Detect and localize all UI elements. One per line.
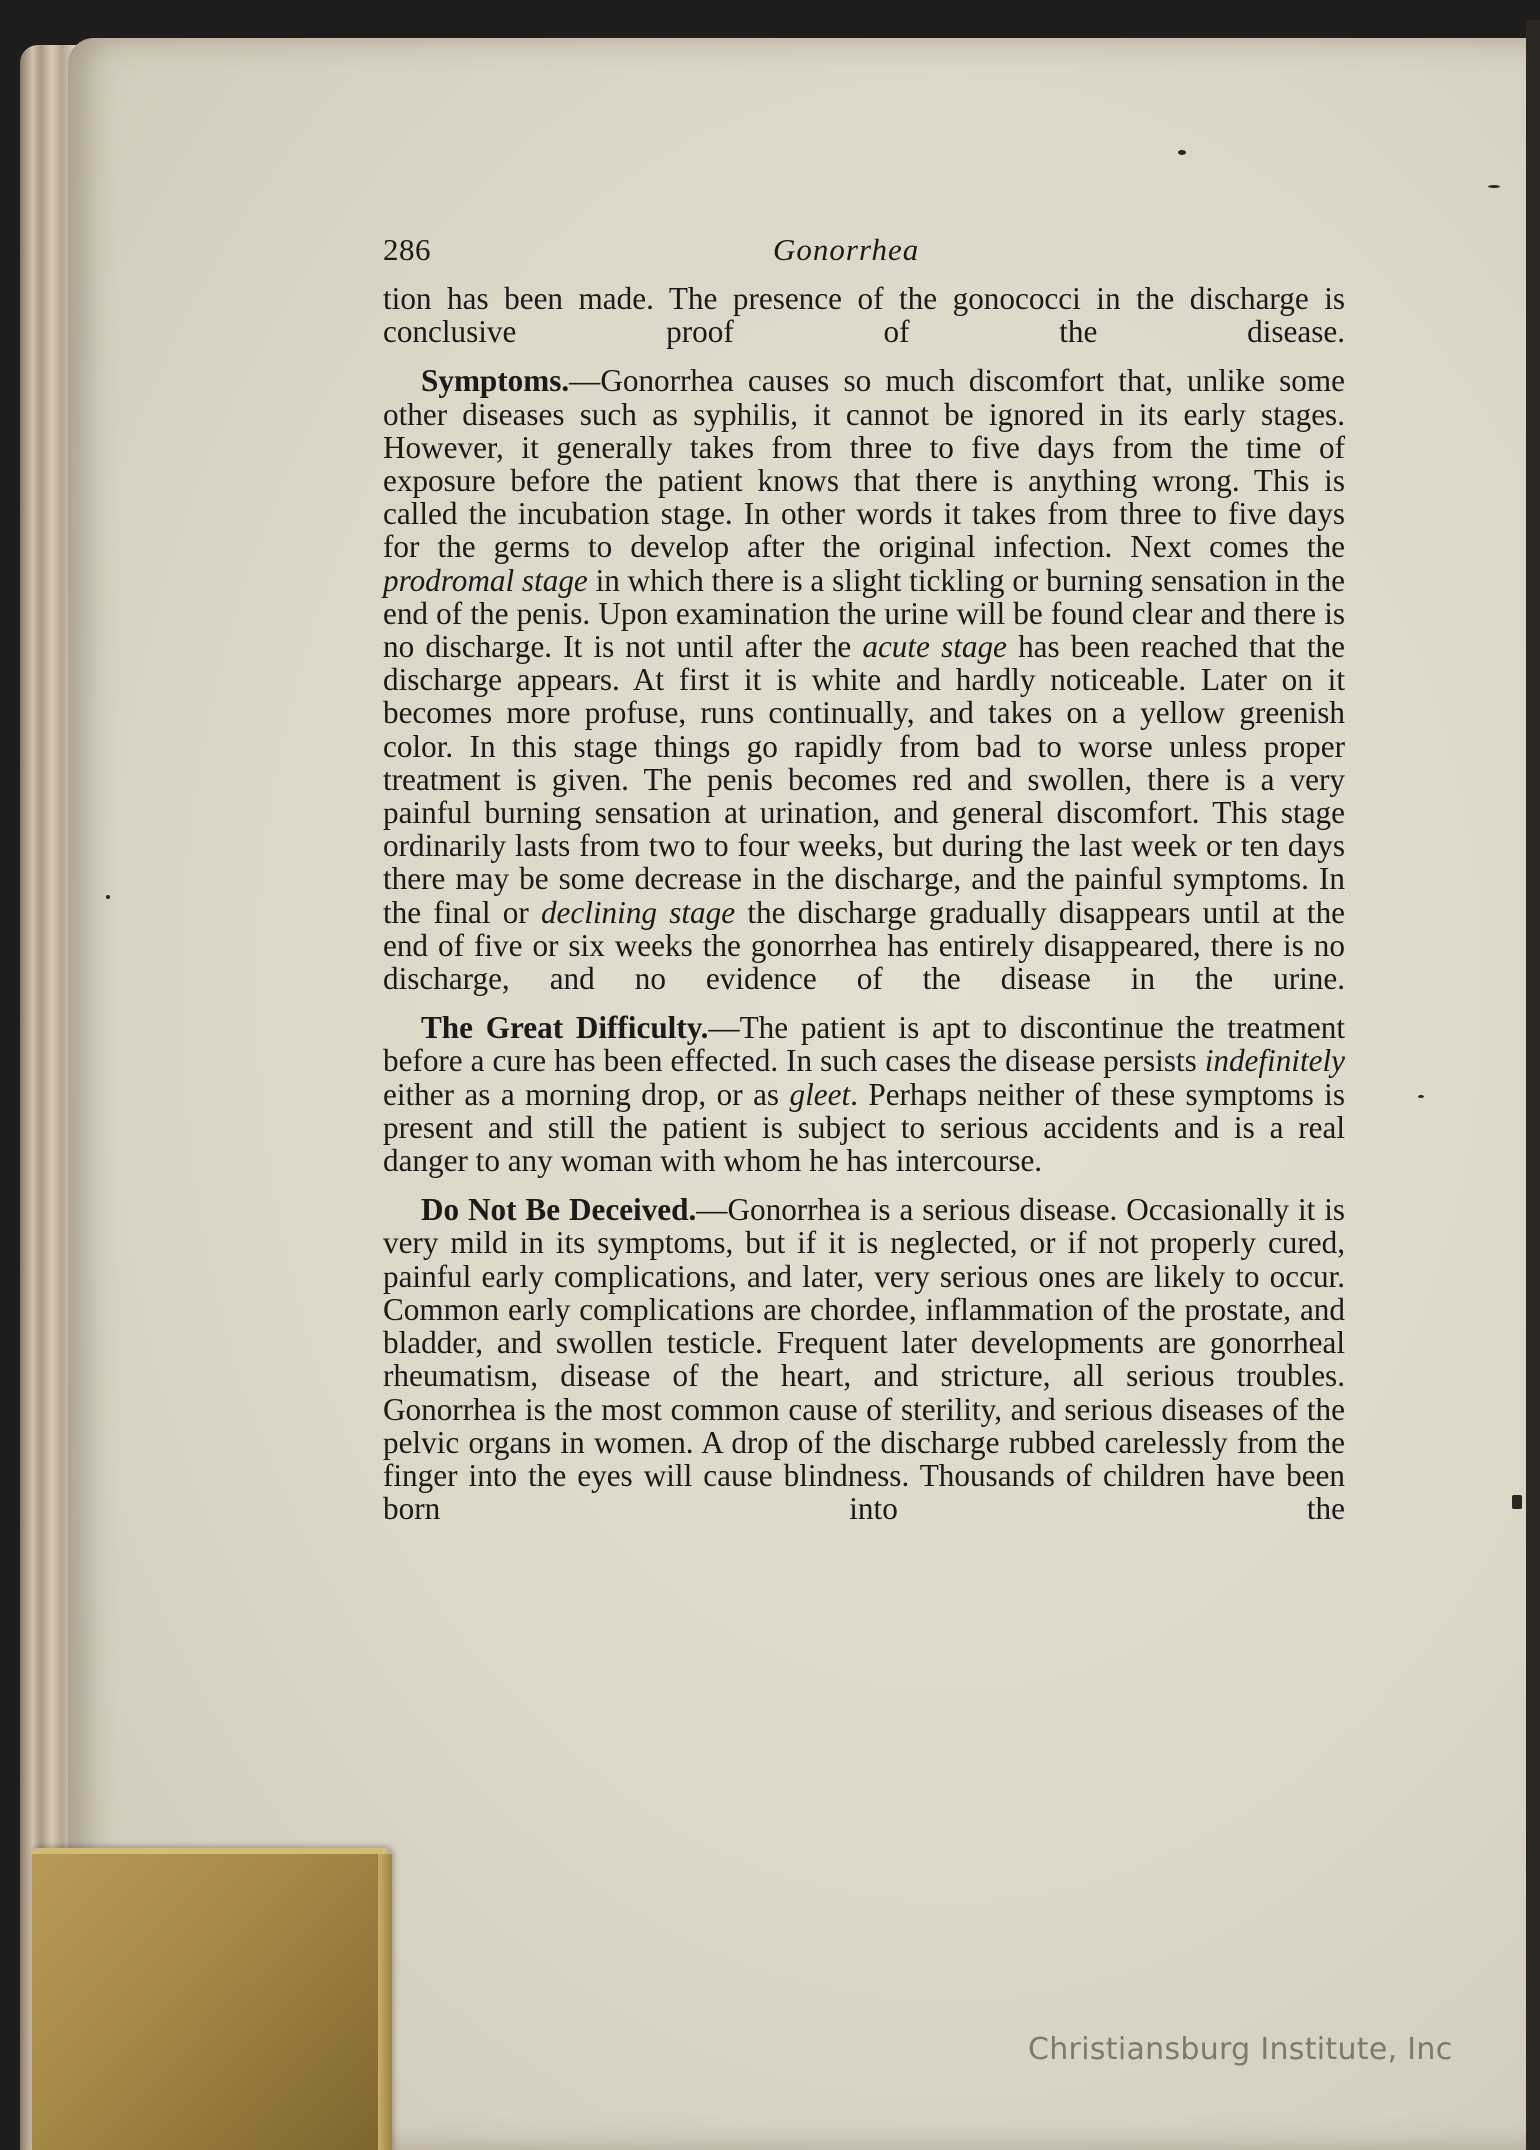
paragraph-continuation — [383, 282, 1345, 348]
paper-speck — [1512, 1495, 1522, 1509]
term-prodromal-stage: prodromal stage — [383, 562, 588, 598]
page-number: 286 — [383, 232, 431, 267]
paragraph-text: —Gonorrhea is a serious disease. Occasionally it is very mild in its symptoms, but if it is neglected, or if not properly cured, painful early complications, and later, very serious ones are likely to occur. Common early complications are chordee, inflammation of the prostate, and bladder, and swollen testicle. Frequent later developments are gonorrheal rheumatism, disease of the heart, and stricture, all serious troubles. Gonorrhea is the most common cause of sterility, and serious diseases of the pelvic organs in women. A drop of the discharge rubbed carelessly from the finger into the eyes will cause blindness. Thousands of children have been born into the — [383, 1192, 1345, 1527]
page-text — [383, 222, 1345, 1525]
paper-speck — [1178, 150, 1186, 155]
term-declining-stage: declining stage — [540, 894, 736, 930]
section-heading-do-not-be-deceived: Do Not Be Deceived. — [421, 1192, 697, 1228]
section-heading-symptoms: Symptoms. — [421, 363, 570, 399]
paragraph-do-not-be-deceived — [383, 1193, 1345, 1525]
paragraph-text: either as a morning drop, or as — [383, 1076, 790, 1112]
paper-speck — [106, 895, 110, 899]
running-head: Gonorrhea — [773, 232, 920, 267]
paragraph-symptoms — [383, 364, 1345, 995]
term-indefinitely: indefinitely — [1204, 1043, 1345, 1079]
paragraph-text: tion has been made. The presence of the gonococci in the discharge is conclusive proof of the disease. — [383, 281, 1345, 350]
paragraph-text: has been reached that the discharge appears. At first it is white and hardly noticeable. Later on it becomes more profuse, runs continually, and takes on a yellow greenish color. In this stage things go rapidly from bad to worse unless proper treatment is given. The penis becomes red and swollen, there is a very painful burning sensation at urination, and general discomfort. This stage ordinarily lasts from two to four weeks, but during the last week or ten days there may be some decrease in the discharge, and the painful symptoms. In the final or — [383, 629, 1345, 930]
paper-speck — [1418, 1095, 1424, 1098]
term-gleet: gleet — [789, 1076, 851, 1112]
paragraph-great-difficulty — [383, 1011, 1345, 1177]
paragraph-text: the discharge gradually disappears until at the end of five or six weeks the gonorrhea has entirely disappeared, there is no discharge, and no evidence of the disease in the urine. — [383, 894, 1346, 997]
paragraph-text: —Gonorrhea causes so much discomfort that, unlike some other diseases such as syphilis, it cannot be ignored in its early stages. However, it generally takes from three to five days from the time of exposure before the patient knows that there is anything wrong. This is called the incubation stage. In other words it takes from three to five days for the germs to develop after the original infection. Next comes the — [383, 363, 1345, 565]
paragraph-text: —The patient is apt to discontinue the treatment before a cure has been effected. In such cases the disease persists — [383, 1010, 1345, 1079]
paper-speck — [1488, 185, 1500, 188]
term-acute-stage: acute stage — [862, 629, 1007, 665]
section-heading-great-difficulty: The Great Difficulty. — [421, 1010, 709, 1046]
paragraph-text: . Perhaps neither of these symptoms is present and still the patient is subject to serious accidents and is a real danger to any woman with whom he has intercourse. — [383, 1076, 1345, 1179]
right-page-edge — [1526, 20, 1540, 2150]
paragraph-text: in which there is a slight tickling or burning sensation in the end of the penis. Upon examination the urine will be found clear and there is no discharge. It is not until after the — [383, 562, 1345, 665]
gilded-book-edge — [32, 1848, 392, 2150]
page-header — [383, 222, 1345, 282]
watermark: Christiansburg Institute, Inc — [1028, 2032, 1453, 2067]
